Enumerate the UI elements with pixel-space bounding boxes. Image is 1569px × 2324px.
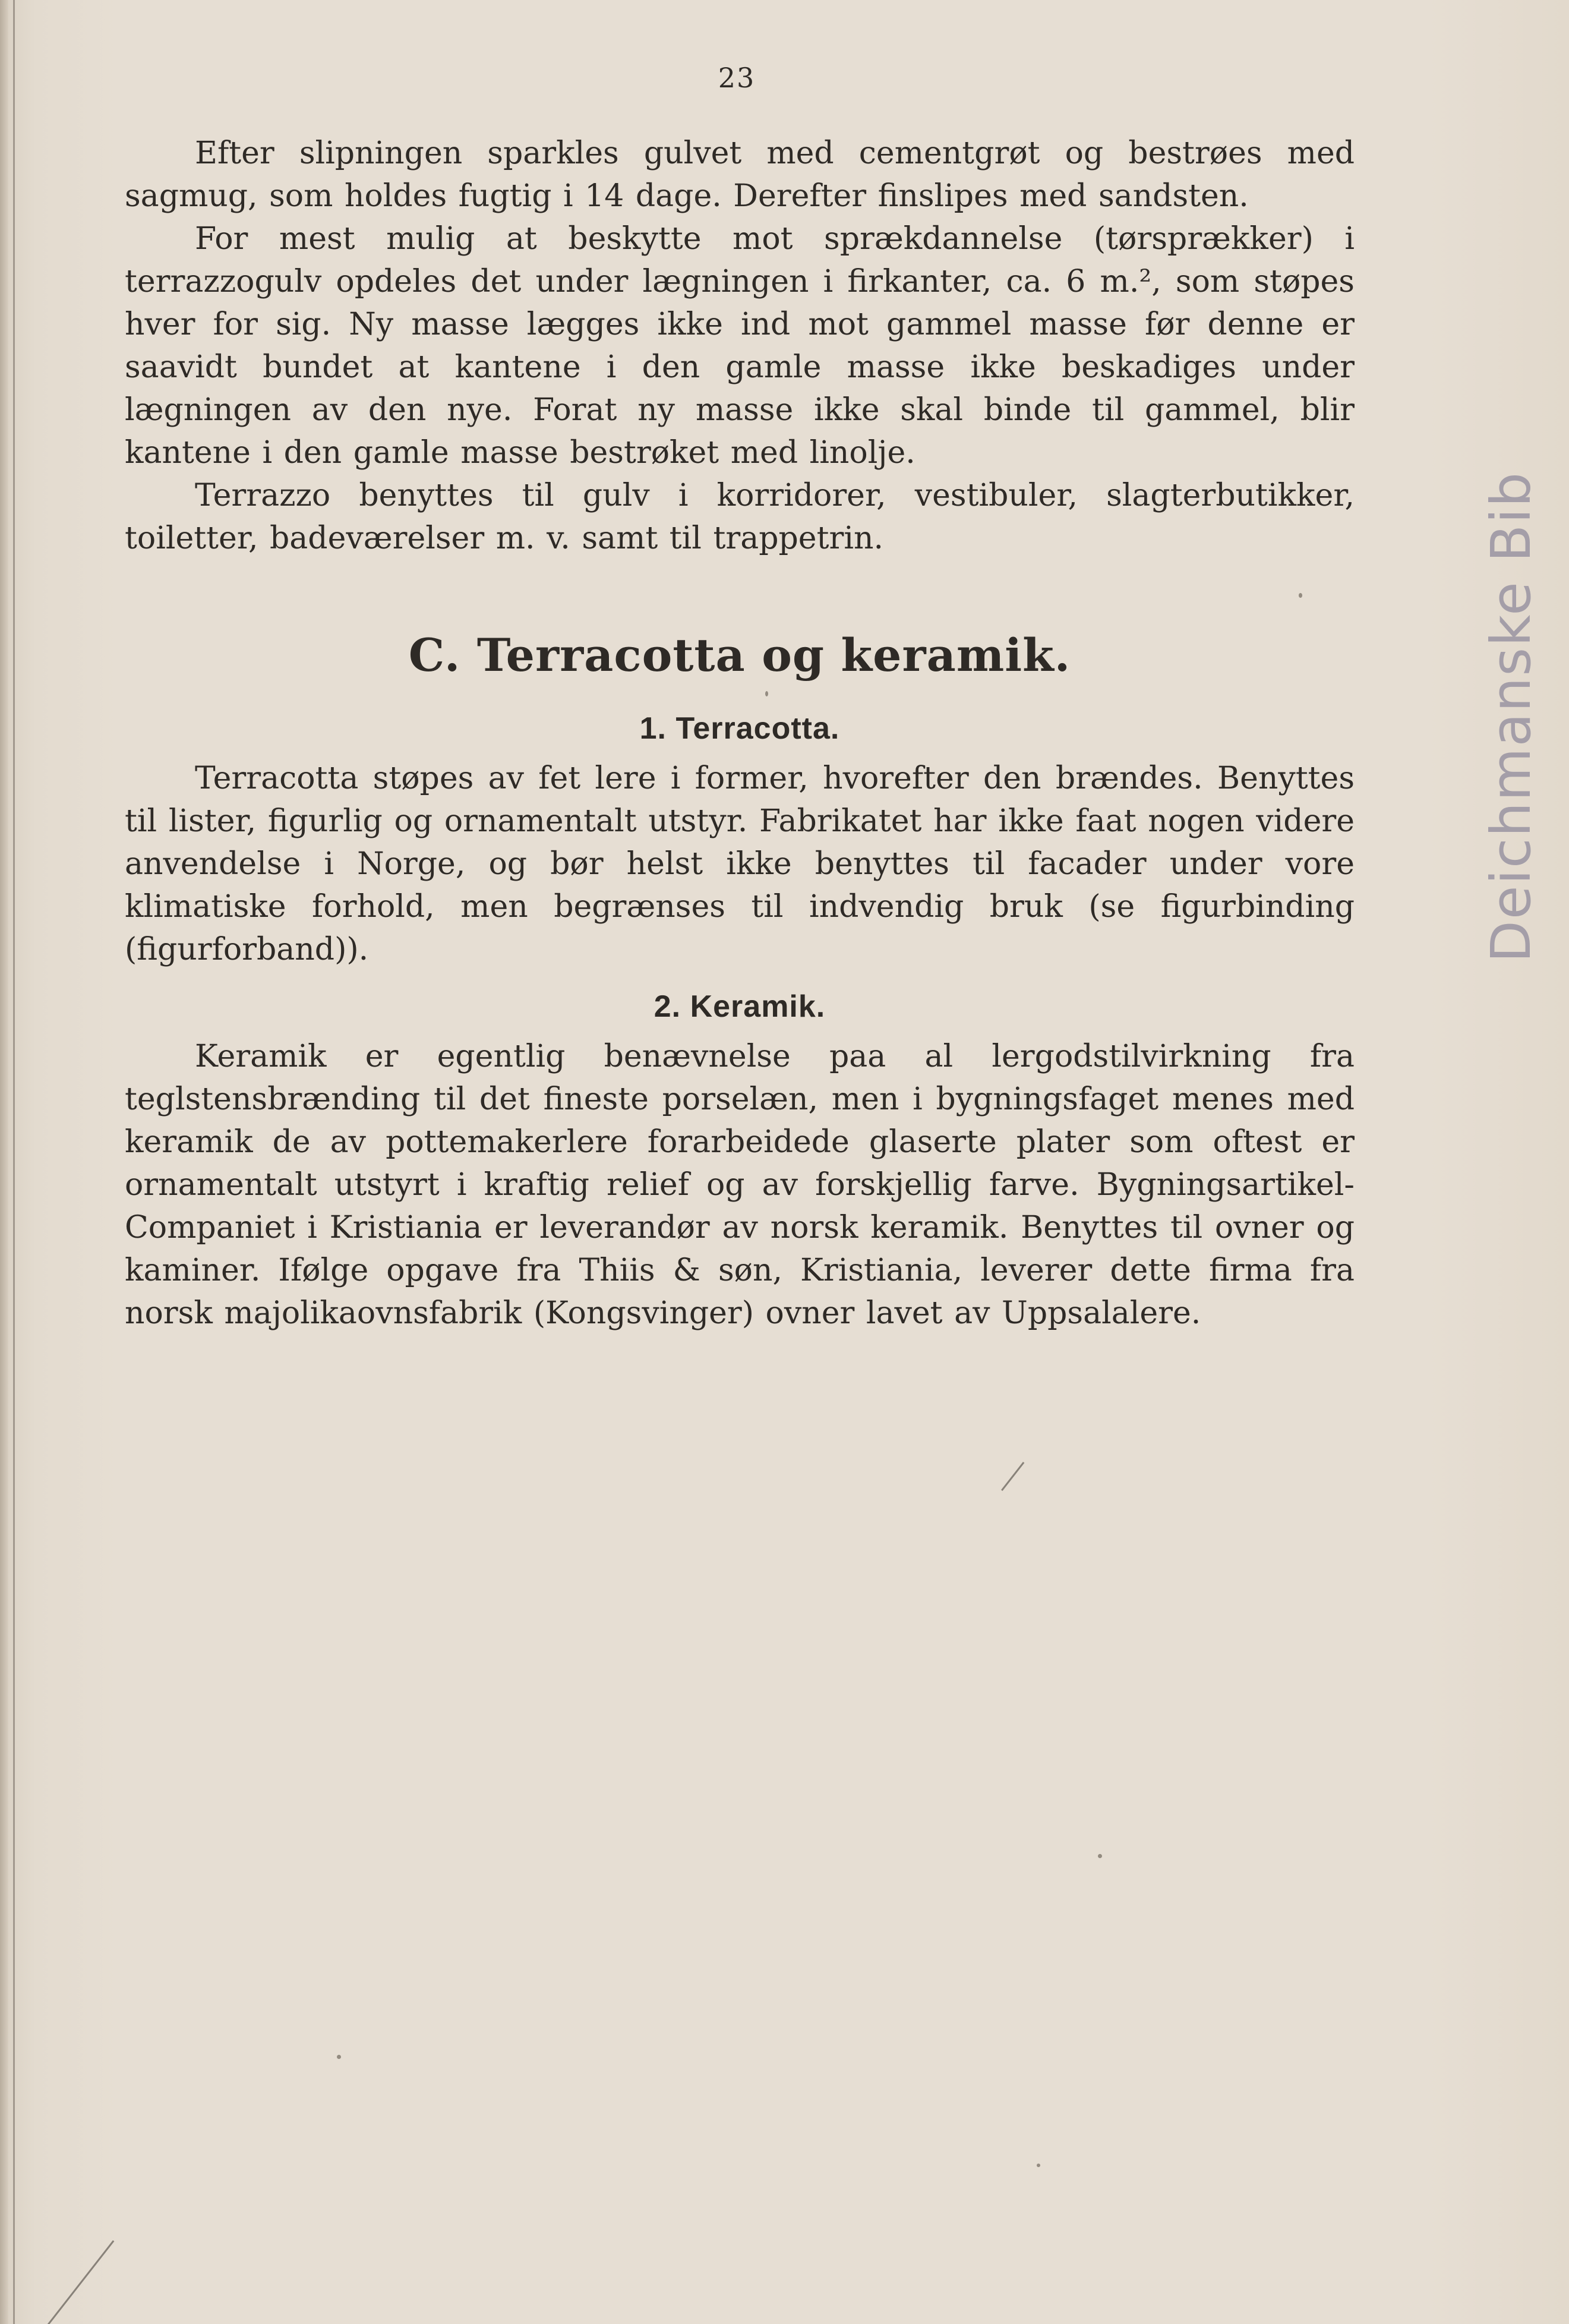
terracotta-text-block [125, 757, 1355, 971]
body-text-top [125, 132, 1355, 560]
page-number: 23 [718, 62, 756, 94]
paper-speck [1098, 1854, 1102, 1858]
paragraph-crack-prevention: For mest mulig at beskytte mot sprækdannelse (tørsprækker) i terrazzogulv opdeles det under lægningen i firkanter, ca. 6 m.², som støpes hver for sig. Ny masse lægges ikke ind mot gammel masse før denne er saavidt bundet at kantene i den gamle masse ikke beskadiges under lægningen av den nye. Forat ny masse ikke skal binde til gammel, blir kantene i den gamle masse bestrøket med linolje. [125, 221, 1355, 471]
binding-line [13, 0, 15, 2324]
pencil-mark [47, 2240, 114, 2324]
library-stamp: Deichmanske Bib [1479, 471, 1543, 963]
paper-speck [1037, 2164, 1040, 2167]
paragraph-terracotta: Terracotta støpes av fet lere i former, hvorefter den brændes. Benyttes til lister, figurlig og ornamentalt utstyr. Fabrikatet har ikke faat nogen videre anvendelse i Norge, og bør helst ikke benyttes til facader under vore klimatiske forhold, men begrænses til indvendig bruk (se figurbinding (figurforband)). [125, 761, 1355, 967]
subsection-heading-terracotta: 1. Terracotta. [639, 711, 840, 746]
pencil-mark [1001, 1462, 1024, 1491]
paragraph-grinding: Efter slipningen sparkles gulvet med cementgrøt og bestrøes med sagmug, som holdes fugtig i 14 dage. Derefter finslipes med sandsten. [125, 135, 1355, 214]
section-heading: C. Terracotta og keramik. [408, 629, 1071, 682]
keramik-text-block [125, 1035, 1355, 1335]
paper-speck [337, 2055, 341, 2059]
binding-edge [0, 0, 8, 2324]
paper-speck [1299, 593, 1302, 598]
subsection-heading-keramik: 2. Keramik. [654, 989, 826, 1024]
paragraph-terrazzo-usage: Terrazzo benyttes til gulv i korridorer, vestibuler, slagterbutikker, toiletter, badeværelser m. v. samt til trappetrin. [125, 478, 1355, 556]
paper-speck [765, 691, 768, 696]
paragraph-keramik: Keramik er egentlig benævnelse paa al lergodstilvirkning fra teglstensbrænding til det fineste porselæn, men i bygningsfaget menes med keramik de av pottemakerlere forarbeidede glaserte plater som oftest er ornamentalt utstyrt i kraftig relief og av forskjellig farve. Bygningsartikel-Companiet i Kristiania er leverandør av norsk keramik. Benyttes til ovner og kaminer. Ifølge opgave fra Thiis & søn, Kristiania, leverer dette firma fra norsk majolikaovnsfabrik (Kongsvinger) ovner lavet av Uppsalalere. [125, 1039, 1355, 1331]
